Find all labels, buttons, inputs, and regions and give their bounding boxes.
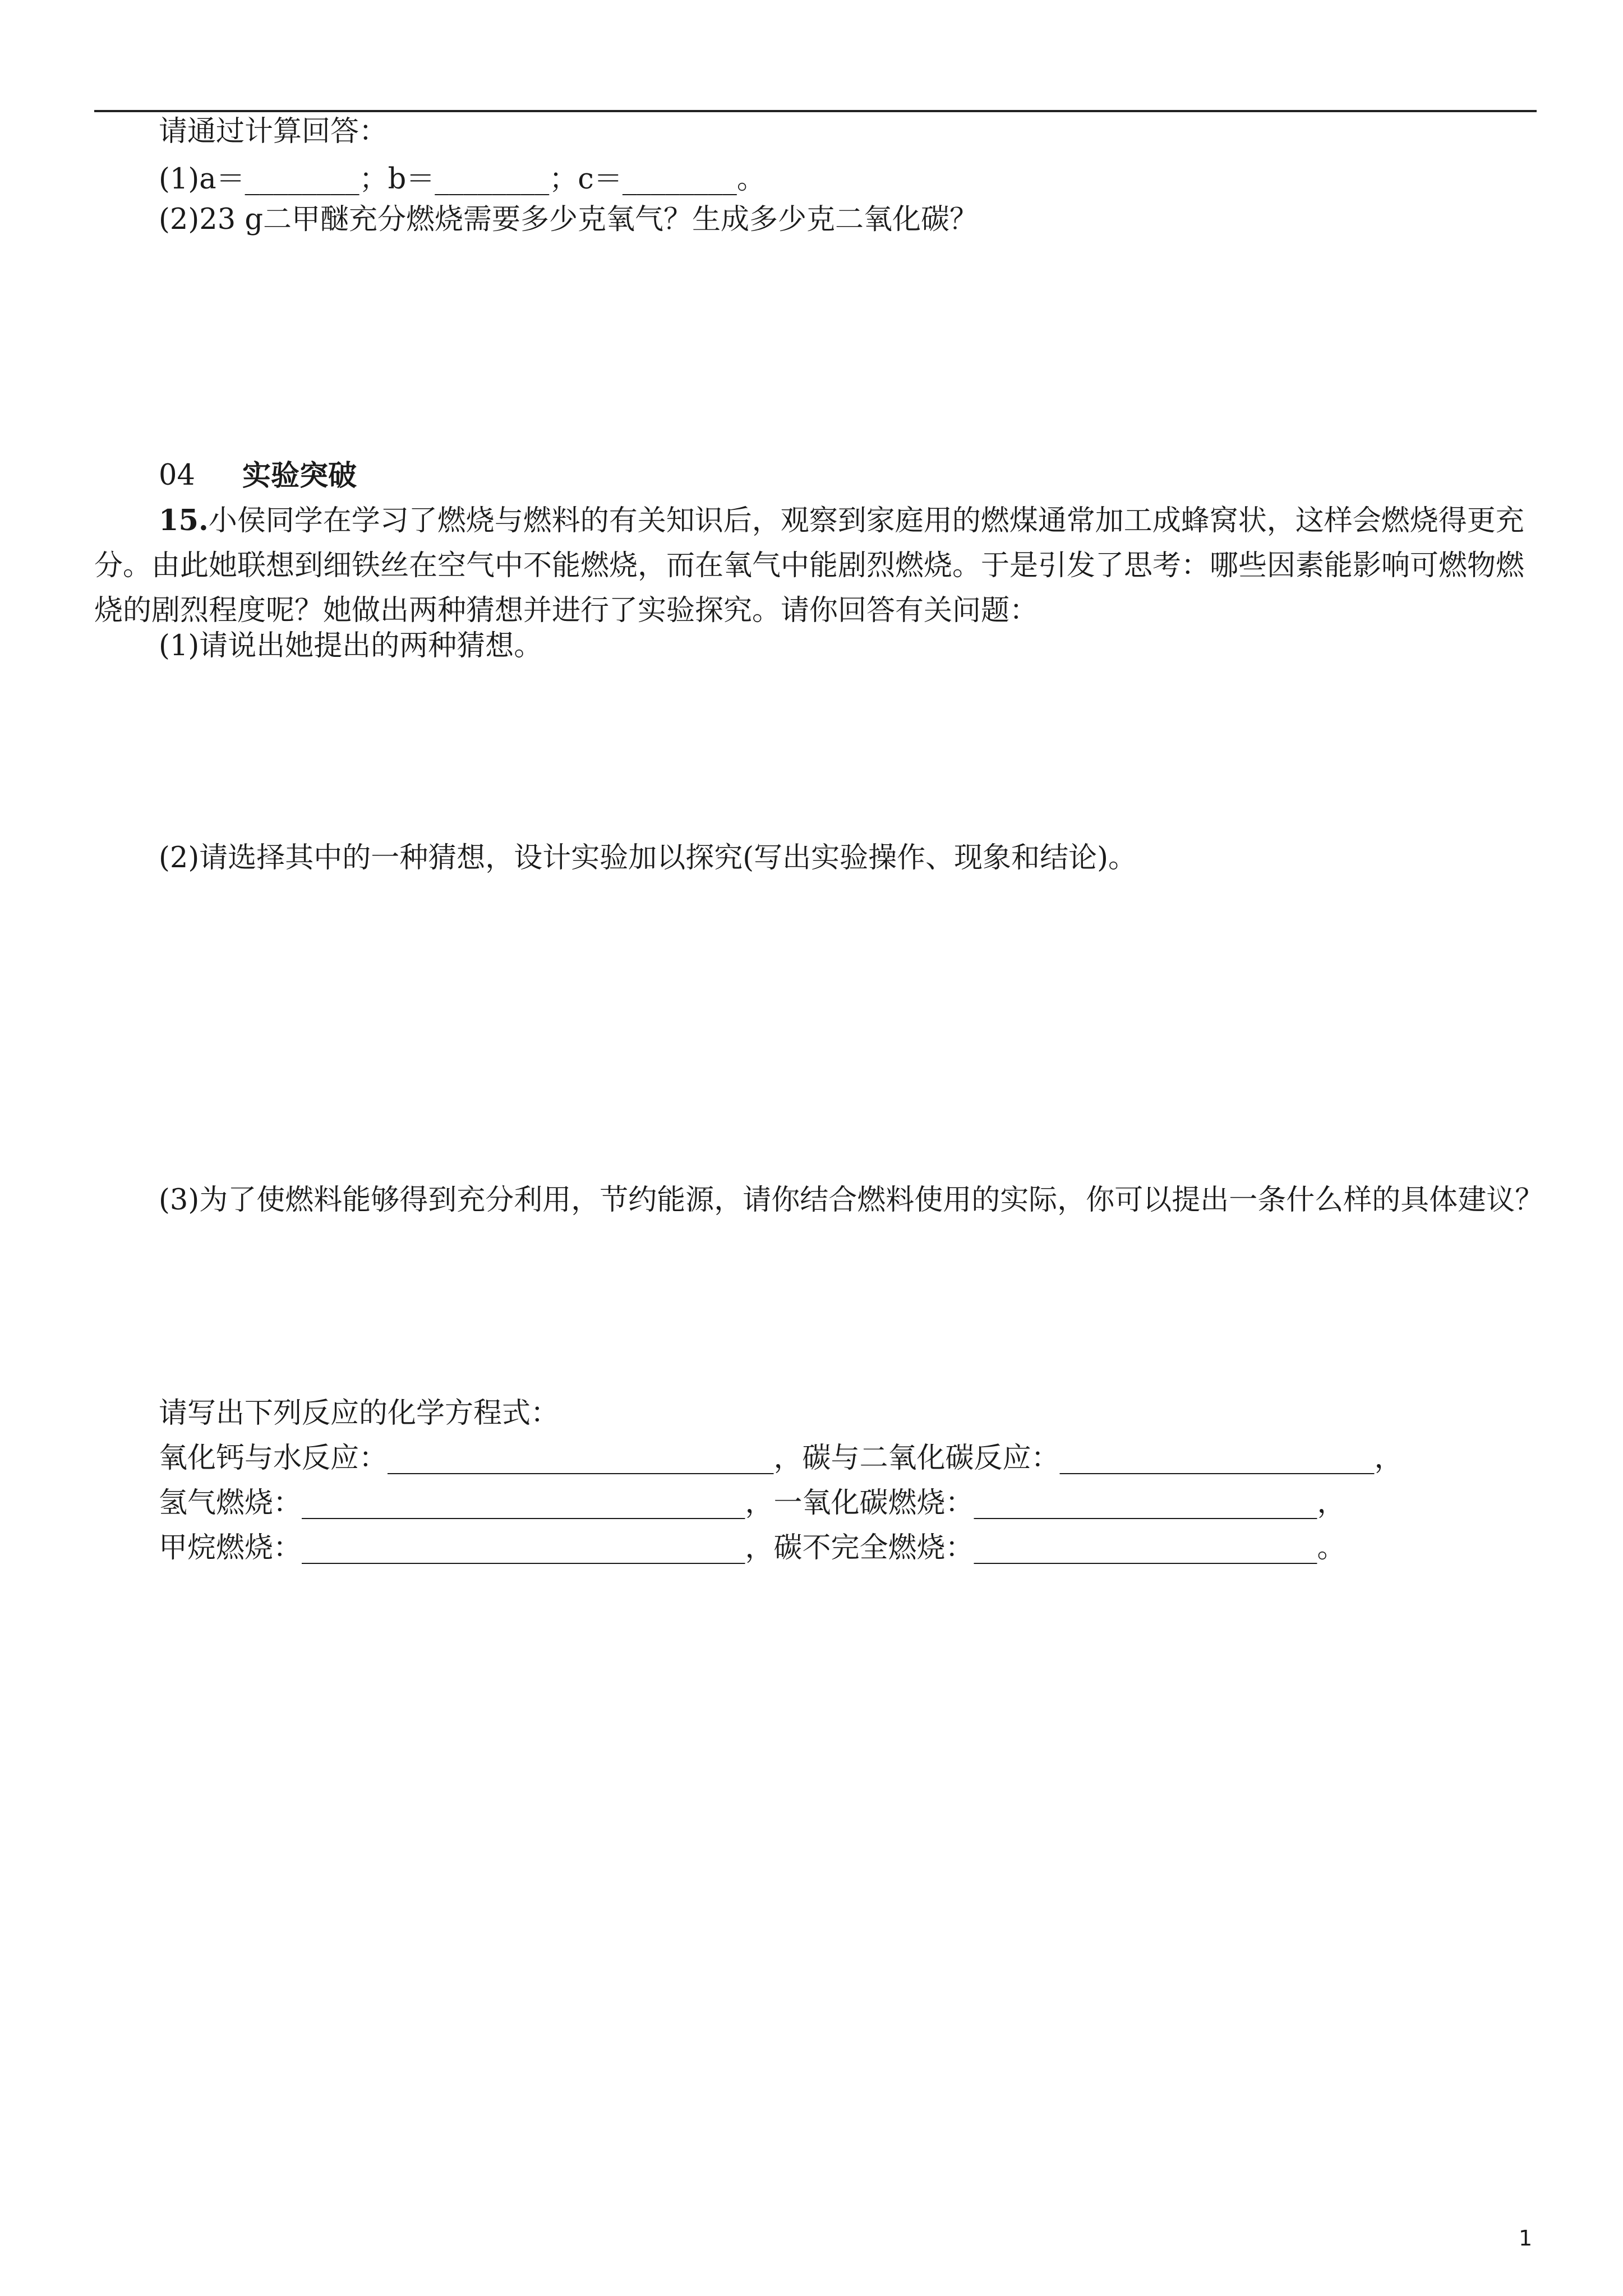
equations-intro: 请写出下列反应的化学方程式： (159, 1397, 560, 1430)
answer-blank[interactable]: ________________________ (974, 1487, 1317, 1520)
question-2: (2)23 g二甲醚充分燃烧需要多少克氧气？生成多少克二氧化碳？ (159, 203, 978, 236)
problem-15-sub3: (3)为了使燃料能够得到充分利用，节约能源，请你结合燃料使用的实际，你可以提出一条什么样的具体建议？ (159, 1184, 1544, 1217)
eq-label-carbon-monoxide: ，一氧化碳燃烧： (745, 1487, 974, 1520)
eq-label-incomplete-carbon: ，碳不完全燃烧： (745, 1531, 974, 1565)
equation-row-2 (159, 1487, 1346, 1520)
calc-intro: 请通过计算回答： (159, 115, 388, 148)
equation-row-1 (159, 1442, 1403, 1475)
problem-15-stem (94, 498, 1538, 633)
answer-blank[interactable]: _______________________________ (302, 1487, 745, 1520)
answer-blank[interactable]: ______________________ (1059, 1442, 1375, 1475)
header-rule (94, 110, 1537, 112)
answer-blank[interactable]: ________________________ (974, 1531, 1317, 1565)
problem-15-sub1: (1)请说出她提出的两种猜想。 (159, 629, 543, 662)
equation-row-3 (159, 1531, 1346, 1565)
row-end-punct: ， (1374, 1442, 1403, 1475)
eq-label-calcium-oxide-water: 氧化钙与水反应： (159, 1442, 388, 1475)
answer-blank[interactable]: _______________________________ (302, 1531, 745, 1565)
eq-label-hydrogen: 氢气燃烧： (159, 1487, 302, 1520)
question-1-blanks: (1)a＝________；b＝________；c＝________。 (159, 163, 766, 196)
answer-blank[interactable]: ___________________________ (388, 1442, 774, 1475)
eq-label-methane: 甲烷燃烧： (159, 1531, 302, 1565)
problem-15-text: 小侯同学在学习了燃烧与燃料的有关知识后，观察到家庭用的燃煤通常加工成蜂窝状，这样会燃烧得更充分。由此她联想到细铁丝在空气中不能燃烧，而在氧气中能剧烈燃烧。于是引发了思考：哪些因素能影响可燃物燃烧的剧烈程度呢？她做出两种猜想并进行了实验探究。请你回答有关问题： (94, 504, 1525, 627)
eq-label-carbon-co2: ，碳与二氧化碳反应： (773, 1442, 1060, 1475)
row-end-punct: 。 (1317, 1531, 1346, 1565)
section-number: 04 (159, 459, 195, 492)
page-number: 1 (1519, 2226, 1533, 2251)
row-end-punct: ， (1317, 1487, 1346, 1520)
problem-number: 15. (159, 504, 209, 537)
problem-15-sub2: (2)请选择其中的一种猜想，设计实验加以探究(写出实验操作、现象和结论)。 (159, 841, 1137, 875)
section-title: 实验突破 (242, 459, 357, 493)
